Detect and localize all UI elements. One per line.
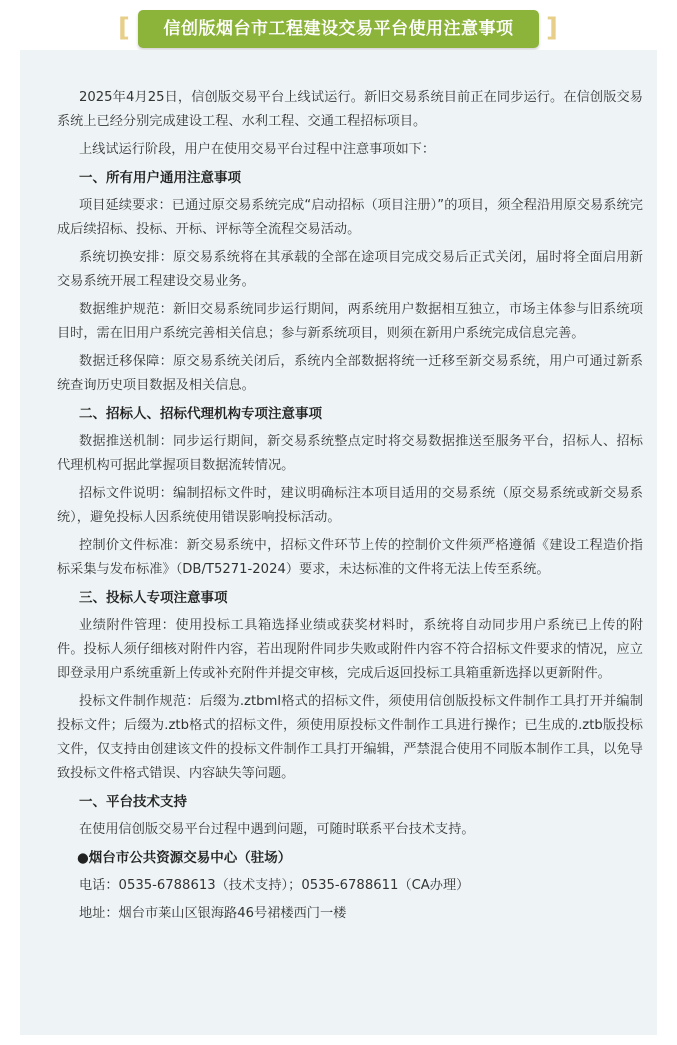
page-title: 信创版烟台市工程建设交易平台使用注意事项	[138, 10, 539, 48]
general-item-system-switch: 系统切换安排：原交易系统将在其承载的全部在途项目完成交易后正式关闭，届时将全面启用新交易系统开展工程建设交易业务。	[57, 250, 643, 289]
tenderer-item-tender-document: 招标文件说明：编制招标文件时，建议明确标注本项目适用的交易系统（原交易系统或新交易系统），避免投标人因系统使用错误影响投标活动。	[57, 486, 643, 525]
contact-phone: 电话：0535-6788613（技术支持）；0535-6788611（CA办理）	[79, 878, 470, 893]
intro-paragraph-2: 上线试运行阶段，用户在使用交易平台过程中注意事项如下：	[79, 142, 436, 157]
tenderer-item-control-price: 控制价文件标准：新交易系统中，招标文件环节上传的控制价文件须严格遵循《建设工程造价指标采集与发布标准》（DB/T5271-2024）要求，未达标准的文件将无法上传至系统。	[57, 538, 643, 577]
tenderer-item-data-push: 数据推送机制：同步运行期间，新交易系统整点定时将交易数据推送至服务平台，招标人、招标代理机构可据此掌握项目数据流转情况。	[57, 434, 643, 473]
general-item-data-maintenance: 数据维护规范：新旧交易系统同步运行期间，两系统用户数据相互独立，市场主体参与旧系统项目时，需在旧用户系统完善相关信息；参与新系统项目，则须在新用户系统完成信息完善。	[57, 302, 643, 341]
left-bracket-decoration: [	[118, 13, 130, 43]
notice-body	[20, 50, 657, 1035]
title-banner	[0, 8, 677, 52]
contact-org: ●烟台市公共资源交易中心（驻场）	[77, 850, 292, 866]
section-heading-tech-support: 一、平台技术支持	[79, 794, 187, 810]
contact-address: 地址：烟台市莱山区银海路46号裙楼西门一楼	[79, 906, 347, 921]
section-heading-bidder: 三、投标人专项注意事项	[79, 590, 228, 606]
general-item-data-migration: 数据迁移保障：原交易系统关闭后，系统内全部数据将统一迁移至新交易系统，用户可通过新系统查询历史项目数据及相关信息。	[57, 354, 643, 393]
tech-support-text: 在使用信创版交易平台过程中遇到问题，可随时联系平台技术支持。	[79, 822, 475, 837]
general-item-project-continuation: 项目延续要求：已通过原交易系统完成“启动招标（项目注册）”的项目，须全程沿用原交易系统完成后续招标、投标、开标、评标等全流程交易活动。	[57, 198, 643, 237]
bidder-item-attachments: 业绩附件管理：使用投标工具箱选择业绩或获奖材料时，系统将自动同步用户系统已上传的附件。投标人须仔细核对附件内容，若出现附件同步失败或附件内容不符合招标文件要求的情况，应立即登录用户系统重新上传或补充附件并提交审核，完成后返回投标工具箱重新选择以更新附件。	[57, 618, 643, 681]
section-heading-tenderer: 二、招标人、招标代理机构专项注意事项	[79, 406, 322, 422]
bidder-item-bid-file-format: 投标文件制作规范：后缀为.ztbml格式的招标文件，须使用信创版投标文件制作工具打开并编制投标文件；后缀为.ztb格式的招标文件，须使用原投标文件制作工具进行操作；已生成的.ztb版投标文件，仅支持由创建该文件的投标文件制作工具打开编辑，严禁混合使用不同版本制作工具，以免导致投标文件格式错误、内容缺失等问题。	[57, 694, 643, 781]
right-bracket-decoration: ]	[546, 13, 558, 43]
intro-paragraph-1: 2025年4月25日，信创版交易平台上线试运行。新旧交易系统目前正在同步运行。在信创版交易系统上已经分别完成建设工程、水利工程、交通工程招标项目。	[57, 90, 643, 129]
section-heading-general: 一、所有用户通用注意事项	[79, 170, 241, 186]
